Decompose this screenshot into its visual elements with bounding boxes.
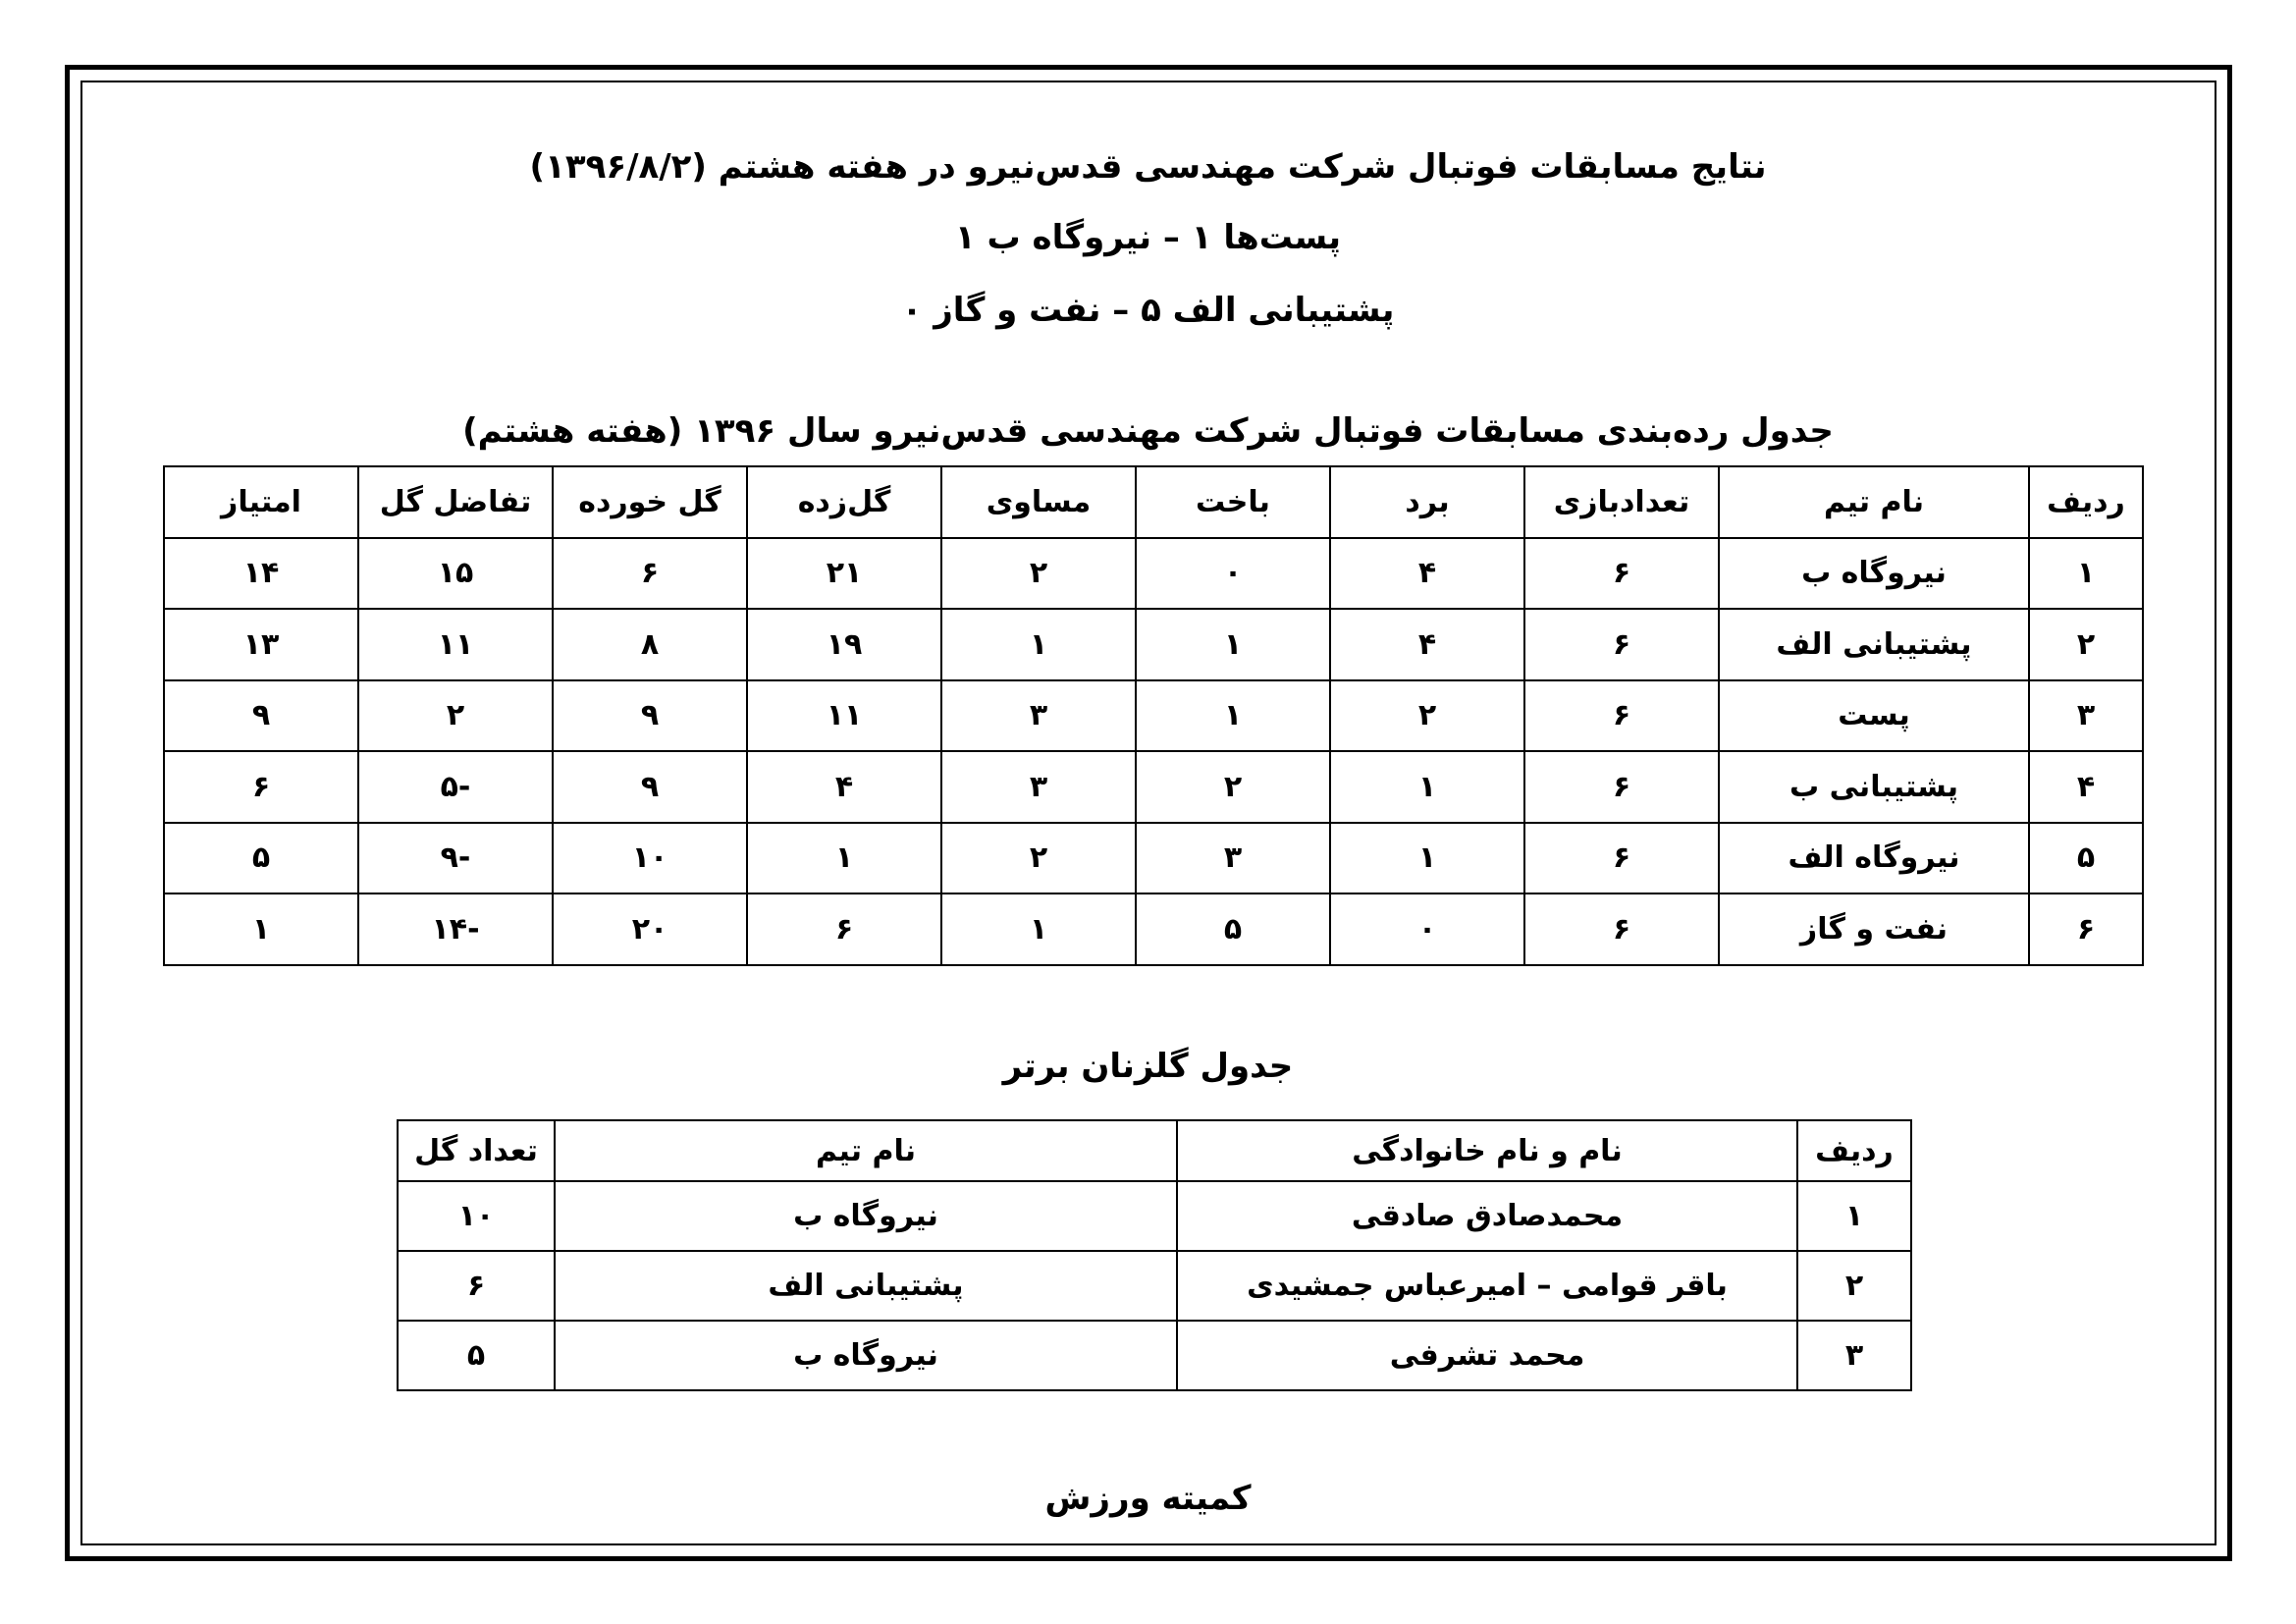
- table-row: [398, 1321, 1911, 1390]
- lost-cell: ۲: [1136, 751, 1330, 823]
- goals-for-cell: ۱۹: [747, 609, 941, 680]
- footer-signature: کمیته ورزش: [1044, 1479, 1252, 1518]
- lost-cell: ۱: [1136, 680, 1330, 752]
- goals-for-cell: ۲۱: [747, 538, 941, 610]
- points-cell: ۱: [164, 893, 358, 965]
- scorers-title: جدول گلزنان برتر: [1002, 1047, 1294, 1086]
- goal-count-cell: ۱۰: [398, 1181, 555, 1251]
- results-title: نتایج مسابقات فوتبال شرکت مهندسی قدس‌نیرو در هفته هشتم (۱۳۹۶/۸/۲): [529, 147, 1767, 187]
- won-cell: ۴: [1330, 609, 1524, 680]
- match-result-2: پشتیبانی الف ۵ – نفت و گاز ۰: [901, 291, 1395, 330]
- goals-against-cell: ۲۰: [553, 893, 747, 965]
- played-cell: ۶: [1524, 823, 1719, 894]
- standings-table: [163, 465, 2144, 966]
- player-name-cell: محمدصادق صادقی: [1177, 1181, 1797, 1251]
- rank-cell: ۳: [1797, 1321, 1911, 1390]
- col-points-header: امتیاز: [164, 466, 358, 538]
- col-team-header: نام تیم: [555, 1120, 1177, 1181]
- team-cell: نیروگاه ب: [1719, 538, 2029, 610]
- team-cell: پشتیبانی ب: [1719, 751, 2029, 823]
- drawn-cell: ۱: [941, 609, 1136, 680]
- table-row: [164, 893, 2143, 965]
- team-cell: پشتیبانی الف: [555, 1251, 1177, 1321]
- points-cell: ۹: [164, 680, 358, 752]
- won-cell: ۱: [1330, 751, 1524, 823]
- team-cell: نیروگاه ب: [555, 1181, 1177, 1251]
- rank-cell: ۵: [2029, 823, 2143, 894]
- col-goal-diff-header: تفاضل گل: [358, 466, 553, 538]
- played-cell: ۶: [1524, 893, 1719, 965]
- col-won-header: برد: [1330, 466, 1524, 538]
- player-name-cell: محمد تشرفی: [1177, 1321, 1797, 1390]
- rank-cell: ۶: [2029, 893, 2143, 965]
- col-rank-header: ردیف: [1797, 1120, 1911, 1181]
- won-cell: ۲: [1330, 680, 1524, 752]
- goals-against-cell: ۶: [553, 538, 747, 610]
- goal-diff-cell: ۱۱: [358, 609, 553, 680]
- drawn-cell: ۳: [941, 751, 1136, 823]
- col-player-name-header: نام و نام خانوادگی: [1177, 1120, 1797, 1181]
- drawn-cell: ۲: [941, 538, 1136, 610]
- goal-diff-cell: ۲: [358, 680, 553, 752]
- goals-against-cell: ۹: [553, 680, 747, 752]
- lost-cell: ۱: [1136, 609, 1330, 680]
- table-row: [164, 680, 2143, 752]
- table-row: [164, 538, 2143, 610]
- table-row: [164, 823, 2143, 894]
- col-team-header: نام تیم: [1719, 466, 2029, 538]
- col-goals-against-header: گل خورده: [553, 466, 747, 538]
- points-cell: ۱۳: [164, 609, 358, 680]
- rank-cell: ۲: [2029, 609, 2143, 680]
- won-cell: ۱: [1330, 823, 1524, 894]
- col-played-header: تعدادبازی: [1524, 466, 1719, 538]
- col-goals-for-header: گل‌زده: [747, 466, 941, 538]
- played-cell: ۶: [1524, 538, 1719, 610]
- lost-cell: ۰: [1136, 538, 1330, 610]
- goals-against-cell: ۹: [553, 751, 747, 823]
- scorers-header-row: [398, 1120, 1911, 1181]
- goal-diff-cell: -۵: [358, 751, 553, 823]
- rank-cell: ۳: [2029, 680, 2143, 752]
- table-row: [398, 1251, 1911, 1321]
- goals-against-cell: ۸: [553, 609, 747, 680]
- won-cell: ۰: [1330, 893, 1524, 965]
- top-scorers-table: [397, 1119, 1912, 1391]
- rank-cell: ۴: [2029, 751, 2143, 823]
- lost-cell: ۵: [1136, 893, 1330, 965]
- played-cell: ۶: [1524, 751, 1719, 823]
- goal-diff-cell: -۹: [358, 823, 553, 894]
- standings-title: جدول رده‌بندی مسابقات فوتبال شرکت مهندسی قدس‌نیرو سال ۱۳۹۶ (هفته هشتم): [462, 411, 1834, 451]
- table-row: [164, 751, 2143, 823]
- goals-for-cell: ۴: [747, 751, 941, 823]
- goal-count-cell: ۵: [398, 1321, 555, 1390]
- team-cell: نیروگاه ب: [555, 1321, 1177, 1390]
- goals-for-cell: ۶: [747, 893, 941, 965]
- rank-cell: ۱: [1797, 1181, 1911, 1251]
- col-rank-header: ردیف: [2029, 466, 2143, 538]
- goals-for-cell: ۱۱: [747, 680, 941, 752]
- points-cell: ۱۴: [164, 538, 358, 610]
- team-cell: نیروگاه الف: [1719, 823, 2029, 894]
- rank-cell: ۲: [1797, 1251, 1911, 1321]
- played-cell: ۶: [1524, 680, 1719, 752]
- team-cell: پست: [1719, 680, 2029, 752]
- col-lost-header: باخت: [1136, 466, 1330, 538]
- goal-diff-cell: -۱۴: [358, 893, 553, 965]
- table-row: [164, 609, 2143, 680]
- col-drawn-header: مساوی: [941, 466, 1136, 538]
- points-cell: ۵: [164, 823, 358, 894]
- goal-count-cell: ۶: [398, 1251, 555, 1321]
- table-row: [398, 1181, 1911, 1251]
- drawn-cell: ۱: [941, 893, 1136, 965]
- points-cell: ۶: [164, 751, 358, 823]
- won-cell: ۴: [1330, 538, 1524, 610]
- goals-against-cell: ۱۰: [553, 823, 747, 894]
- played-cell: ۶: [1524, 609, 1719, 680]
- rank-cell: ۱: [2029, 538, 2143, 610]
- match-result-1: پست‌ها ۱ – نیروگاه ب ۱: [954, 218, 1342, 257]
- goal-diff-cell: ۱۵: [358, 538, 553, 610]
- lost-cell: ۳: [1136, 823, 1330, 894]
- standings-header-row: [164, 466, 2143, 538]
- drawn-cell: ۲: [941, 823, 1136, 894]
- drawn-cell: ۳: [941, 680, 1136, 752]
- col-goal-count-header: تعداد گل: [398, 1120, 555, 1181]
- team-cell: نفت و گاز: [1719, 893, 2029, 965]
- goals-for-cell: ۱: [747, 823, 941, 894]
- team-cell: پشتیبانی الف: [1719, 609, 2029, 680]
- player-name-cell: باقر قوامی – امیرعباس جمشیدی: [1177, 1251, 1797, 1321]
